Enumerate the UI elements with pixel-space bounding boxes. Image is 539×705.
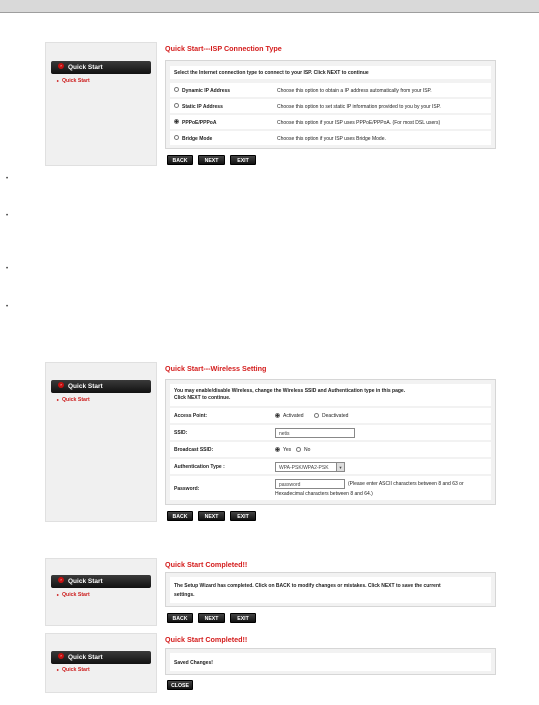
sidebar — [45, 42, 157, 166]
broadcast-yes[interactable]: Yes — [275, 447, 291, 453]
next-button[interactable]: NEXT — [198, 613, 225, 623]
quick-start-nav-button[interactable]: › Quick Start — [51, 651, 151, 664]
sidebar — [45, 558, 157, 626]
message-row: The Setup Wizard has completed. Click on BACK to modify changes or mistakes. Click NEXT to save the current settings. — [170, 577, 491, 603]
ssid-input[interactable]: netis — [275, 428, 355, 438]
back-button[interactable]: BACK — [167, 613, 193, 623]
option-row-pppoe[interactable]: PPPoE/PPPoA Choose this option if your ISP uses PPPoE/PPPoA. (For most DSL users) — [170, 115, 491, 129]
arrow-right-icon: › — [58, 653, 64, 659]
completed-panel — [165, 572, 496, 607]
bullet: • — [6, 213, 9, 219]
sidebar — [45, 362, 157, 522]
option-row-static-ip[interactable]: Static IP Address Choose this option to set static IP information provided to you by your ISP. — [170, 99, 491, 113]
exit-button[interactable]: EXIT — [230, 613, 256, 623]
option-row-bridge[interactable]: Bridge Mode Choose this option if your ISP uses Bridge Mode. — [170, 131, 491, 145]
quick-start-nav-button[interactable]: › Quick Start — [51, 575, 151, 588]
back-button[interactable]: BACK — [167, 511, 193, 521]
isp-connection-screen — [45, 42, 496, 166]
access-point-row: Access Point: Activated Deactivated — [170, 408, 491, 423]
deactivated-radio[interactable] — [314, 413, 319, 418]
chevron-down-icon: ▾ — [336, 463, 344, 471]
triangle-right-icon: ▸ — [57, 667, 60, 672]
isp-options-panel — [165, 60, 496, 149]
exit-button[interactable]: EXIT — [230, 511, 256, 521]
close-button[interactable]: CLOSE — [167, 680, 193, 690]
broadcast-no[interactable]: No — [296, 447, 310, 453]
broadcast-no-radio[interactable] — [296, 447, 301, 452]
page-title: Quick Start Completed!! — [165, 635, 248, 644]
ssid-row: SSID: netis — [170, 425, 491, 440]
quick-start-nav-link[interactable]: ▸ Quick Start — [57, 78, 90, 84]
bullet: • — [6, 304, 9, 310]
password-row: Password: password (Please enter ASCII characters between 8 and 63 or Hexadecimal characters between 8 and 64.) — [170, 476, 491, 500]
next-button[interactable]: NEXT — [198, 155, 225, 165]
auth-type-row: Authentication Type : WPA-PSK/WPA2-PSK ▾ — [170, 459, 491, 474]
page-title: Quick Start---ISP Connection Type — [165, 44, 282, 53]
back-button[interactable]: BACK — [167, 155, 193, 165]
pppoe-radio[interactable] — [174, 119, 179, 124]
bullet: • — [6, 266, 9, 272]
quick-start-nav-link[interactable]: ▸ Quick Start — [57, 592, 90, 598]
arrow-right-icon: › — [58, 577, 64, 583]
password-input[interactable]: password — [275, 479, 345, 489]
dynamic-ip-radio[interactable] — [174, 87, 179, 92]
bullet: • — [6, 176, 9, 182]
quick-start-nav-button[interactable]: › Quick Start — [51, 380, 151, 393]
saved-screen — [45, 633, 496, 693]
option-row-dynamic-ip[interactable]: Dynamic IP Address Choose this option to obtain a IP address automatically from your ISP. — [170, 83, 491, 97]
top-bar — [0, 0, 539, 13]
instruction-row: You may enable/disable Wireless, change the Wireless SSID and Authentication type in this page. Click NEXT to continue. — [170, 384, 491, 406]
activated-radio[interactable] — [275, 413, 280, 418]
auth-type-select[interactable]: WPA-PSK/WPA2-PSK ▾ — [275, 462, 345, 472]
quick-start-nav-button[interactable]: › Quick Start — [51, 61, 151, 74]
static-ip-radio[interactable] — [174, 103, 179, 108]
broadcast-yes-radio[interactable] — [275, 447, 280, 452]
wireless-panel — [165, 379, 496, 505]
message-row: Saved Changes! — [170, 653, 491, 671]
bridge-mode-radio[interactable] — [174, 135, 179, 140]
broadcast-ssid-row: Broadcast SSID: Yes No — [170, 442, 491, 457]
access-point-activated[interactable]: Activated — [275, 413, 304, 419]
instruction-row: Select the Internet connection type to connect to your ISP. Click NEXT to continue — [170, 66, 491, 79]
access-point-deactivated[interactable]: Deactivated — [314, 413, 348, 419]
next-button[interactable]: NEXT — [198, 511, 225, 521]
arrow-right-icon: › — [58, 63, 64, 69]
sidebar — [45, 633, 157, 693]
arrow-right-icon: › — [58, 382, 64, 388]
page-title: Quick Start Completed!! — [165, 560, 248, 569]
page-title: Quick Start---Wireless Setting — [165, 364, 267, 373]
wireless-setting-screen — [45, 362, 496, 522]
completed-screen — [45, 558, 496, 626]
quick-start-nav-link[interactable]: ▸ Quick Start — [57, 397, 90, 403]
quick-start-nav-link[interactable]: ▸ Quick Start — [57, 667, 90, 673]
triangle-right-icon: ▸ — [57, 397, 60, 402]
saved-panel — [165, 648, 496, 675]
triangle-right-icon: ▸ — [57, 78, 60, 83]
triangle-right-icon: ▸ — [57, 592, 60, 597]
exit-button[interactable]: EXIT — [230, 155, 256, 165]
